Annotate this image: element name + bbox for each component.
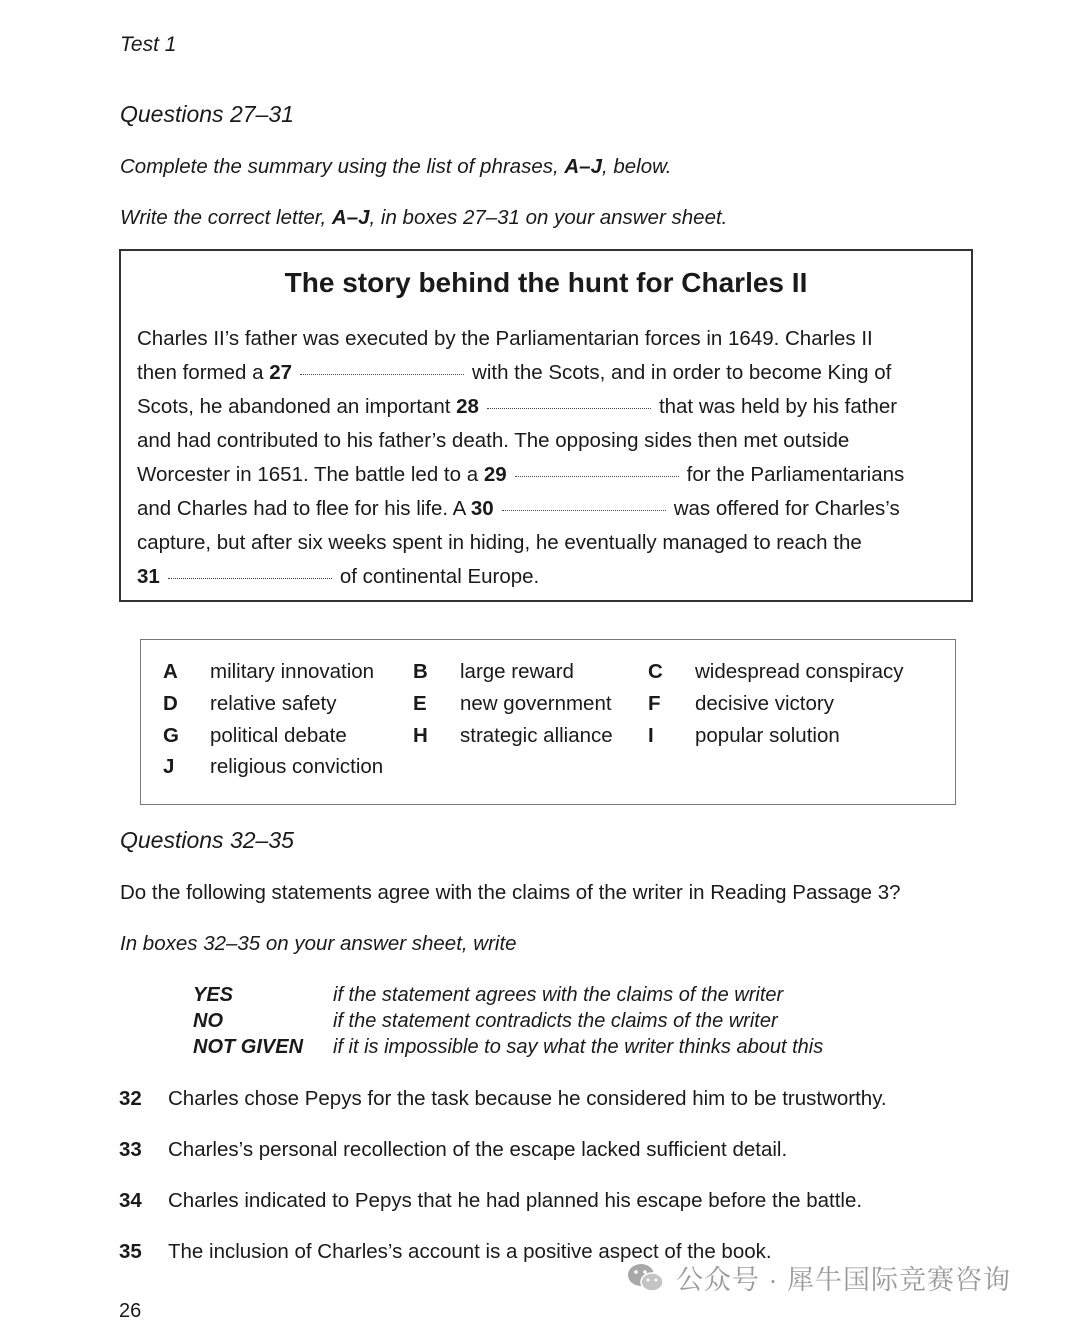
gap-number-28: 28 bbox=[456, 395, 479, 418]
instruction-text: , below. bbox=[601, 155, 672, 178]
phrase-letter: G bbox=[163, 724, 179, 747]
phrase-text: decisive victory bbox=[695, 692, 834, 715]
watermark bbox=[626, 1258, 1011, 1297]
summary-box bbox=[119, 249, 973, 602]
running-head: Test 1 bbox=[120, 33, 177, 56]
summary-text: that was held by his father bbox=[658, 395, 898, 418]
summary-line bbox=[137, 463, 904, 487]
phrase-text: military innovation bbox=[210, 660, 375, 683]
phrase-text: relative safety bbox=[210, 692, 337, 715]
phrase-list-box bbox=[140, 639, 956, 805]
instruction-text: Write the correct letter, bbox=[120, 206, 332, 229]
statement-text: Charles’s personal recollection of the escape lacked sufficient detail. bbox=[168, 1138, 788, 1161]
summary-line bbox=[137, 565, 539, 589]
page-number: 26 bbox=[119, 1300, 142, 1322]
instruction-text: , in boxes 27–31 on your answer sheet. bbox=[369, 206, 728, 229]
summary-line bbox=[137, 429, 849, 453]
phrase-letter: J bbox=[163, 755, 175, 778]
phrase-letter: I bbox=[648, 724, 654, 747]
phrase-letter: E bbox=[413, 692, 427, 715]
phrase-text: religious conviction bbox=[210, 755, 384, 778]
phrase-letter: F bbox=[648, 692, 661, 715]
instruction-bold: A–J bbox=[331, 206, 370, 229]
questions-27-31-heading: Questions 27–31 bbox=[120, 101, 294, 127]
summary-text: and Charles had to flee for his life. A bbox=[137, 497, 471, 520]
summary-line bbox=[137, 327, 873, 351]
gap-number-29: 29 bbox=[483, 463, 507, 486]
statement-number: 33 bbox=[119, 1138, 142, 1161]
key-yes: YES bbox=[193, 984, 234, 1006]
answer-gap-31[interactable] bbox=[168, 578, 332, 579]
instruction-text: Complete the summary using the list of phrases, bbox=[120, 155, 565, 178]
instruction-statements: Do the following statements agree with the claims of the writer in Reading Passage 3? bbox=[120, 881, 901, 904]
summary-text: Charles II’s father was executed by the Parliamentarian forces in 1649. Charles II bbox=[137, 327, 873, 350]
key-no-desc: if the statement contradicts the claims of the writer bbox=[333, 1010, 778, 1032]
instruction-write-letter bbox=[120, 206, 727, 230]
statement-number: 34 bbox=[119, 1189, 142, 1212]
questions-32-35-heading: Questions 32–35 bbox=[120, 827, 294, 853]
wechat-icon bbox=[626, 1261, 666, 1295]
instruction-write: In boxes 32–35 on your answer sheet, write bbox=[120, 932, 517, 955]
phrase-text: strategic alliance bbox=[460, 724, 613, 747]
phrase-text: popular solution bbox=[695, 724, 840, 747]
statement-text: The inclusion of Charles’s account is a positive aspect of the book. bbox=[168, 1240, 772, 1263]
summary-line bbox=[137, 531, 862, 555]
summary-text: for the Parliamentarians bbox=[686, 463, 905, 486]
summary-title: The story behind the hunt for Charles II bbox=[284, 267, 808, 298]
summary-text: capture, but after six weeks spent in hiding, he eventually managed to reach the bbox=[137, 531, 862, 554]
statement-text: Charles chose Pepys for the task because he considered him to be trustworthy. bbox=[168, 1087, 887, 1110]
phrase-letter: D bbox=[163, 692, 178, 715]
answer-gap-30[interactable] bbox=[502, 510, 666, 511]
answer-gap-28[interactable] bbox=[487, 408, 651, 409]
instruction-complete-summary bbox=[120, 155, 672, 179]
phrase-letter: H bbox=[413, 724, 428, 747]
answer-gap-29[interactable] bbox=[515, 476, 679, 477]
phrase-letter: C bbox=[648, 660, 663, 683]
summary-line bbox=[137, 361, 891, 385]
phrase-letter: B bbox=[413, 660, 428, 683]
gap-number-30: 30 bbox=[470, 497, 494, 520]
summary-text: then formed a bbox=[137, 361, 270, 384]
phrase-text: new government bbox=[460, 692, 612, 715]
summary-text: Scots, he abandoned an important bbox=[137, 395, 457, 418]
phrase-letter: A bbox=[163, 660, 178, 683]
summary-text: with the Scots, and in order to become King of bbox=[472, 361, 892, 384]
gap-number-31: 31 bbox=[137, 565, 160, 588]
gap-number-27: 27 bbox=[269, 361, 293, 384]
key-no: NO bbox=[193, 1010, 223, 1032]
summary-text: Worcester in 1651. The battle led to a bbox=[137, 463, 484, 486]
phrase-text: large reward bbox=[460, 660, 574, 683]
answer-gap-27[interactable] bbox=[300, 374, 464, 375]
statement-number: 32 bbox=[119, 1087, 142, 1110]
summary-line bbox=[137, 497, 900, 521]
key-not-given-desc: if it is impossible to say what the writer thinks about this bbox=[333, 1036, 824, 1058]
instruction-bold: A–J bbox=[564, 155, 602, 178]
statement-text: Charles indicated to Pepys that he had planned his escape before the battle. bbox=[168, 1189, 863, 1212]
phrase-text: widespread conspiracy bbox=[695, 660, 904, 683]
statement-number: 35 bbox=[119, 1240, 142, 1263]
phrase-text: political debate bbox=[210, 724, 347, 747]
summary-text: was offered for Charles’s bbox=[673, 497, 900, 520]
summary-text: and had contributed to his father’s death. The opposing sides then met outside bbox=[137, 429, 850, 452]
key-yes-desc: if the statement agrees with the claims of the writer bbox=[333, 984, 784, 1006]
watermark-text: 公众号 · 犀牛国际竞赛咨询 bbox=[676, 1265, 1011, 1295]
summary-text: of continental Europe. bbox=[339, 565, 540, 588]
summary-line bbox=[137, 395, 897, 419]
key-not-given: NOT GIVEN bbox=[193, 1036, 304, 1058]
